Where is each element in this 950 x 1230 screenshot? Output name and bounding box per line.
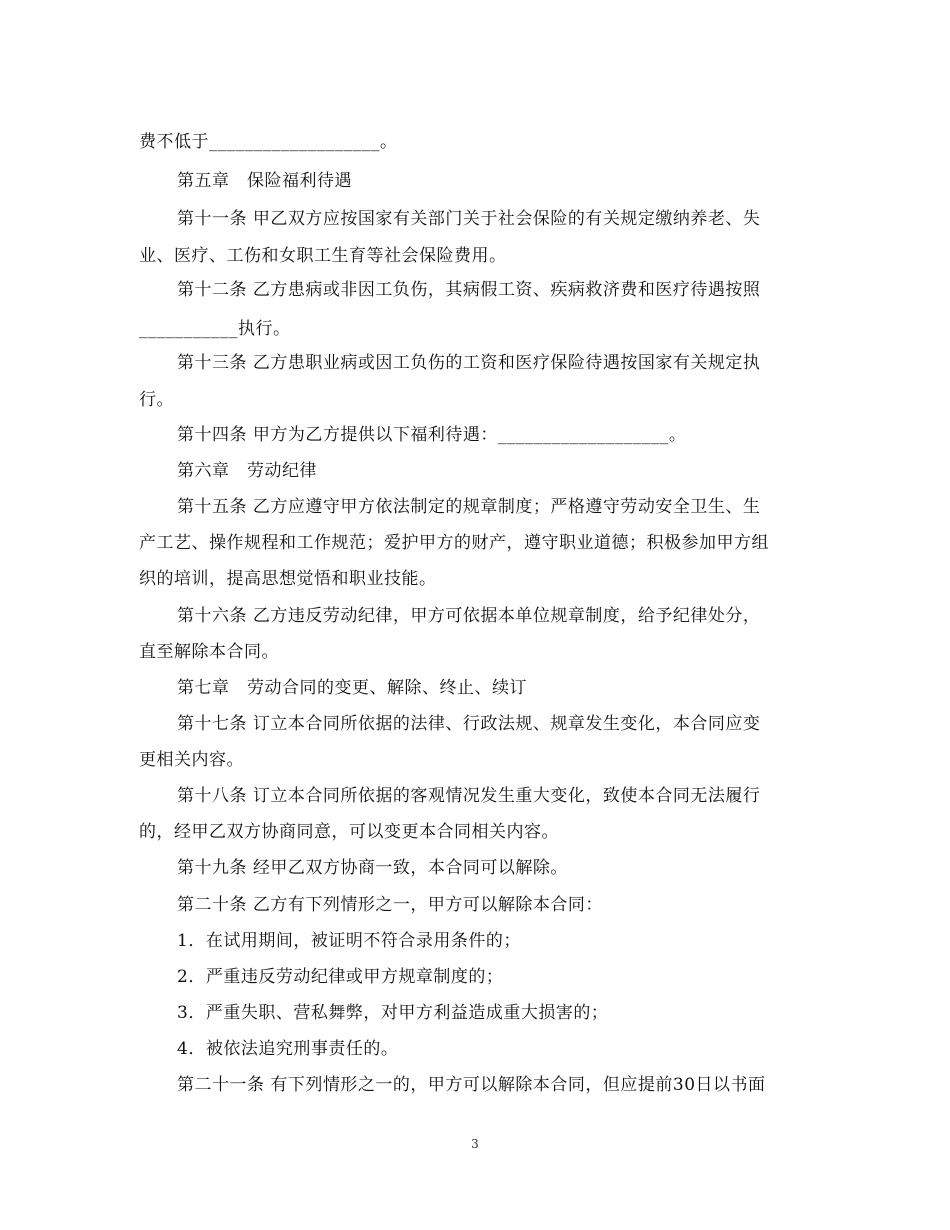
text-line: 第十三条 乙方患职业病或因工负伤的工资和医疗保险待遇按国家有关规定执 [177, 353, 761, 373]
text-line: 更相关内容。 [139, 750, 244, 770]
text-line: 第十四条 甲方为乙方提供以下福利待遇：___________________。 [177, 425, 687, 445]
text-line: 第二十条 乙方有下列情形之一，甲方可以解除本合同： [177, 895, 603, 915]
list-item: 1．在试用期间，被证明不符合录用条件的； [177, 931, 521, 951]
text-line: 第十九条 经甲乙双方协商一致，本合同可以解除。 [177, 858, 568, 878]
text-line: 业、医疗、工伤和女职工生育等社会保险费用。 [139, 246, 507, 266]
text-line: ___________执行。 [139, 319, 291, 339]
text-line: 直至解除本合同。 [139, 642, 279, 662]
page-number: 3 [471, 1137, 479, 1151]
list-item: 4．被依法追究刑事责任的。 [177, 1039, 399, 1059]
chapter-heading: 第七章 劳动合同的变更、解除、终止、续订 [177, 678, 527, 698]
text-line: 第十六条 乙方违反劳动纪律，甲方可依据本单位规章制度，给予纪律处分， [177, 606, 761, 626]
text-line: 第二十一条 有下列情形之一的，甲方可以解除本合同，但应提前30日以书面 [177, 1075, 766, 1095]
text-line: 第十七条 订立本合同所依据的法律、行政法规、规章发生变化，本合同应变 [177, 714, 761, 734]
text-line: 第十一条 甲乙双方应按国家有关部门关于社会保险的有关规定缴纳养老、失 [177, 209, 761, 229]
text-line: 产工艺、操作规程和工作规范；爱护甲方的财产，遵守职业道德；积极参加甲方组 [139, 533, 769, 553]
text-line: 的，经甲乙双方协商同意，可以变更本合同相关内容。 [139, 822, 559, 842]
text-line: 费不低于___________________。 [139, 132, 398, 152]
chapter-heading: 第六章 劳动纪律 [177, 461, 317, 481]
text-line: 第十五条 乙方应遵守甲方依法制定的规章制度；严格遵守劳动安全卫生、生 [177, 497, 761, 517]
text-line: 织的培训，提高思想觉悟和职业技能。 [139, 569, 437, 589]
list-item: 2．严重违反劳动纪律或甲方规章制度的； [177, 967, 504, 987]
text-line: 行。 [139, 390, 174, 410]
text-line: 第十二条 乙方患病或非因工负伤，其病假工资、疾病救济费和医疗待遇按照 [177, 280, 761, 300]
chapter-heading: 第五章 保险福利待遇 [177, 171, 352, 191]
list-item: 3．严重失职、营私舞弊，对甲方利益造成重大损害的； [177, 1003, 609, 1023]
text-line: 第十八条 订立本合同所依据的客观情况发生重大变化，致使本合同无法履行 [177, 786, 761, 806]
